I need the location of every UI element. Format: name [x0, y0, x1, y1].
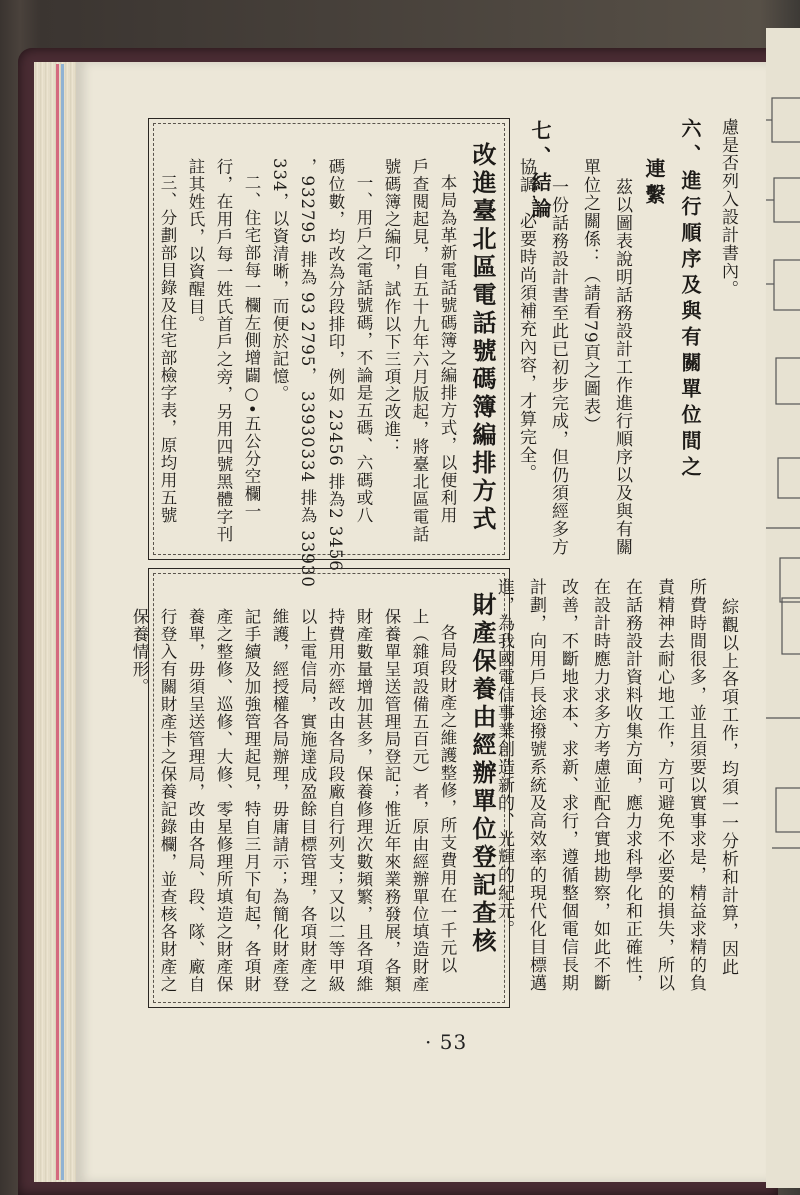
property-line-5: 持費用亦經改由各局段廠自行列支；又以二等甲級 — [326, 608, 345, 993]
conclusion-line-8: 進，為我國電信事業創造新的、光輝的紀元。 — [494, 578, 514, 938]
conclusion-line-5: 在設計時應力求多方考慮並配合實地勘察，如此不斷 — [590, 578, 610, 992]
conclusion-line-3: 責精神去耐心地工作，方可避免不必要的損失，所以 — [654, 578, 674, 992]
phonebook-line-2: 戶查閱起見，自五十九年六月版起，將臺北區電話 — [410, 158, 429, 543]
property-line-2: 上（雜項設備五百元）者，原由經辦單位填造財產 — [410, 608, 429, 993]
property-line-12: 保養情形。 — [130, 608, 149, 696]
article-title-phonebook: 改進臺北區電話號碼簿編排方式 — [468, 142, 497, 534]
phonebook-line-6: ，932795 排為 93 2795， 33930334 排為 33930 — [298, 158, 317, 588]
article-title-property: 財產保養由經辦單位登記查核 — [468, 592, 497, 956]
phonebook-line-11: 三、分劃部目錄及住宅部檢字表，原均用五號 — [158, 174, 177, 524]
property-line-7: 維護，經授權各局辦理，毋庸請示；為簡化財產登 — [270, 608, 289, 993]
intro-line: 慮是否列入設計書內。 — [718, 118, 738, 298]
property-line-1: 各局段財產之維護整修，所支費用在一千元以 — [438, 624, 457, 974]
phonebook-line-7: 334，以資清晰，而便於記憶。 — [270, 158, 289, 403]
property-line-3: 保養單呈送管理局登記；惟近年來業務發展，各類 — [382, 608, 401, 993]
phonebook-line-1: 本局為革新電話號碼簿之編排方式，以便利用 — [438, 174, 457, 524]
property-line-6: 以上電信局，實施達成盈餘目標管理，各項財產之 — [298, 608, 317, 993]
conclusion-line-4: 在話務設計資料收集方面，應力求科學化和正確性， — [622, 578, 642, 992]
heading-section-seven: 七、結論 — [528, 120, 552, 224]
phonebook-line-5: 碼位數，均改為分段排印，例如 23456 排為2 3456 — [326, 158, 345, 572]
page-edge-stripe-blue — [61, 64, 64, 1180]
section-six-line-3: 一份話務設計書至此已初步完成，但仍須經多方 — [548, 178, 568, 556]
property-line-10: 養單，毋須呈送管理局，改由各局、段、隊、廠自 — [186, 608, 205, 993]
section-six-line-1: 茲以圖表說明話務設計工作進行順序以及與有關 — [612, 178, 632, 556]
conclusion-line-6: 改善，不斷地求本、求新、求行，遵循整個電信長期 — [558, 578, 578, 992]
phonebook-line-10: 註其姓氏，以資醒目。 — [186, 158, 205, 333]
phonebook-line-9: 行，在用戶每一姓氏首戶之旁，另用四號黑體字刊 — [214, 158, 233, 543]
heading-section-six: 六、進行順序及與有關單位間之 — [678, 118, 702, 482]
adjacent-page-diagram — [766, 28, 800, 1188]
page-number: · 53 — [425, 1030, 468, 1054]
phonebook-line-8: 二、住宅部每一欄左側增闢○•五公分空欄一 — [242, 174, 261, 520]
property-line-9: 產之整修、巡修、大修、零星修理所填造之財產保 — [214, 608, 233, 993]
heading-section-six-cont: 連繫 — [642, 158, 666, 210]
phonebook-line-4: 一、用戶之電話號碼，不論是五碼、六碼或八 — [354, 174, 373, 524]
conclusion-line-1: 綜觀以上各項工作，均須一一分析和計算，因此 — [718, 598, 738, 976]
conclusion-line-7: 計劃，向用戶長途撥號系統及高效率的現代化目標邁 — [526, 578, 546, 992]
conclusion-line-2: 所費時間很多，並且須要以實事求是，精益求精的負 — [686, 578, 706, 992]
section-six-line-4: 協調，必要時尚須補充內容，才算完全。 — [516, 158, 536, 482]
property-line-11: 行登入有關財產卡之保養記錄欄，並查核各財產之 — [158, 608, 177, 993]
phonebook-line-3: 號碼簿之編印，試作以下三項之改進： — [382, 158, 401, 456]
property-line-4: 財產數量增加甚多，保養修理次數頻繁，且各項維 — [354, 608, 373, 993]
property-line-8: 記手續及加強管理起見，特自三月下旬起，各項財 — [242, 608, 261, 993]
section-six-line-2: 單位之關係：（請看79頁之圖表） — [580, 158, 600, 434]
page-edge-stripe-red — [56, 64, 59, 1180]
